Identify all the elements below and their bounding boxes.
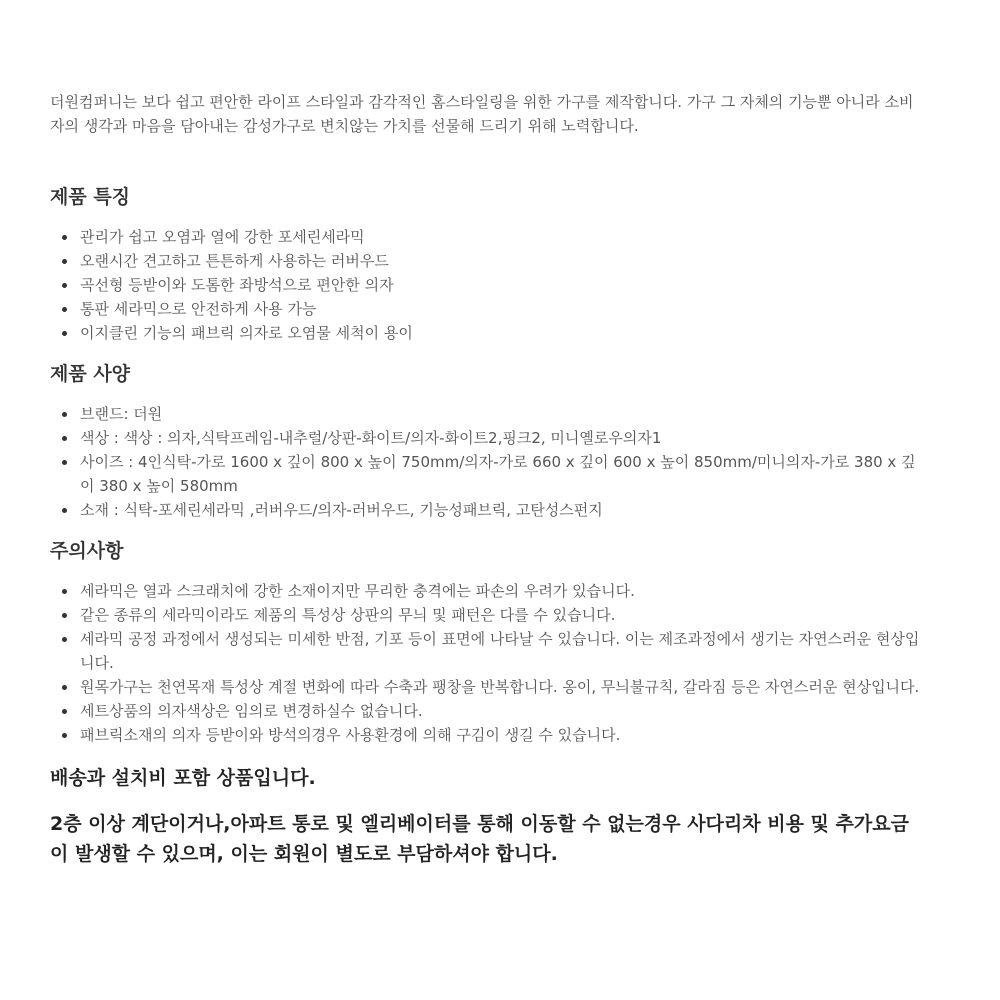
- features-heading: 제품 특징: [50, 186, 131, 208]
- spec-material: 소재 : 식탁-포세린세라믹 ,러버우드/의자-러버우드, 기능성패브릭, 고탄성스펀지: [50, 498, 925, 522]
- spec-color: 색상 : 색상 : 의자,식탁프레임-내추럴/상판-화이트/의자-화이트2,핑크2, 미니옐로우의자1: [50, 426, 925, 450]
- cautions-heading: 주의사항: [50, 540, 124, 562]
- caution-item: 세라믹 공정 과정에서 생성되는 미세한 반점, 기포 등이 표면에 나타날 수 있습니다. 이는 제조과정에서 생기는 자연스러운 현상입니다.: [50, 627, 925, 675]
- extra-fee-notice: 2층 이상 계단이거나,아파트 통로 및 엘리베이터를 통해 이동할 수 없는경우 사다리차 비용 및 추가요금이 발생할 수 있으며, 이는 회원이 별도로 부담하셔야 합니다.: [50, 813, 909, 865]
- caution-item: 세라믹은 열과 스크래치에 강한 소재이지만 무리한 충격에는 파손의 우려가 있습니다.: [50, 579, 925, 603]
- spec-size: 사이즈 : 4인식탁-가로 1600 x 깊이 800 x 높이 750mm/의자-가로 660 x 깊이 600 x 높이 850mm/미니의자-가로 380 x 깊이 380 x 높이 580mm: [50, 450, 925, 498]
- caution-item: 원목가구는 천연목재 특성상 계절 변화에 따라 수축과 팽창을 반복합니다. 옹이, 무늬불규칙, 갈라짐 등은 자연스러운 현상입니다.: [50, 675, 925, 699]
- company-intro: 더원컴퍼니는 보다 쉽고 편안한 라이프 스타일과 감각적인 홈스타일링을 위한 가구를 제작합니다. 가구 그 자체의 기능뿐 아니라 소비자의 생각과 마음을 담아내는 감성가구로 변치않는 가치를 선물해 드리기 위해 노력합니다.: [50, 93, 914, 135]
- specs-list: [50, 402, 925, 522]
- shipping-included-notice: 배송과 설치비 포함 상품입니다.: [50, 767, 316, 789]
- spec-brand: 브랜드: 더원: [50, 402, 925, 426]
- features-list: [50, 225, 925, 345]
- feature-item: 오랜시간 견고하고 튼튼하게 사용하는 러버우드: [50, 249, 925, 273]
- caution-item: 세트상품의 의자색상은 임의로 변경하실수 없습니다.: [50, 699, 925, 723]
- specs-heading: 제품 사양: [50, 363, 131, 385]
- feature-item: 곡선형 등받이와 도톰한 좌방석으로 편안한 의자: [50, 273, 925, 297]
- feature-item: 이지클린 기능의 패브릭 의자로 오염물 세척이 용이: [50, 321, 925, 345]
- caution-item: 패브릭소재의 의자 등받이와 방석의경우 사용환경에 의해 구김이 생길 수 있습니다.: [50, 723, 925, 747]
- cautions-list: [50, 579, 925, 747]
- feature-item: 관리가 쉽고 오염과 열에 강한 포세린세라믹: [50, 225, 925, 249]
- caution-item: 같은 종류의 세라믹이라도 제품의 특성상 상판의 무늬 및 패턴은 다를 수 있습니다.: [50, 603, 925, 627]
- feature-item: 통판 세라믹으로 안전하게 사용 가능: [50, 297, 925, 321]
- product-description: [50, 90, 925, 885]
